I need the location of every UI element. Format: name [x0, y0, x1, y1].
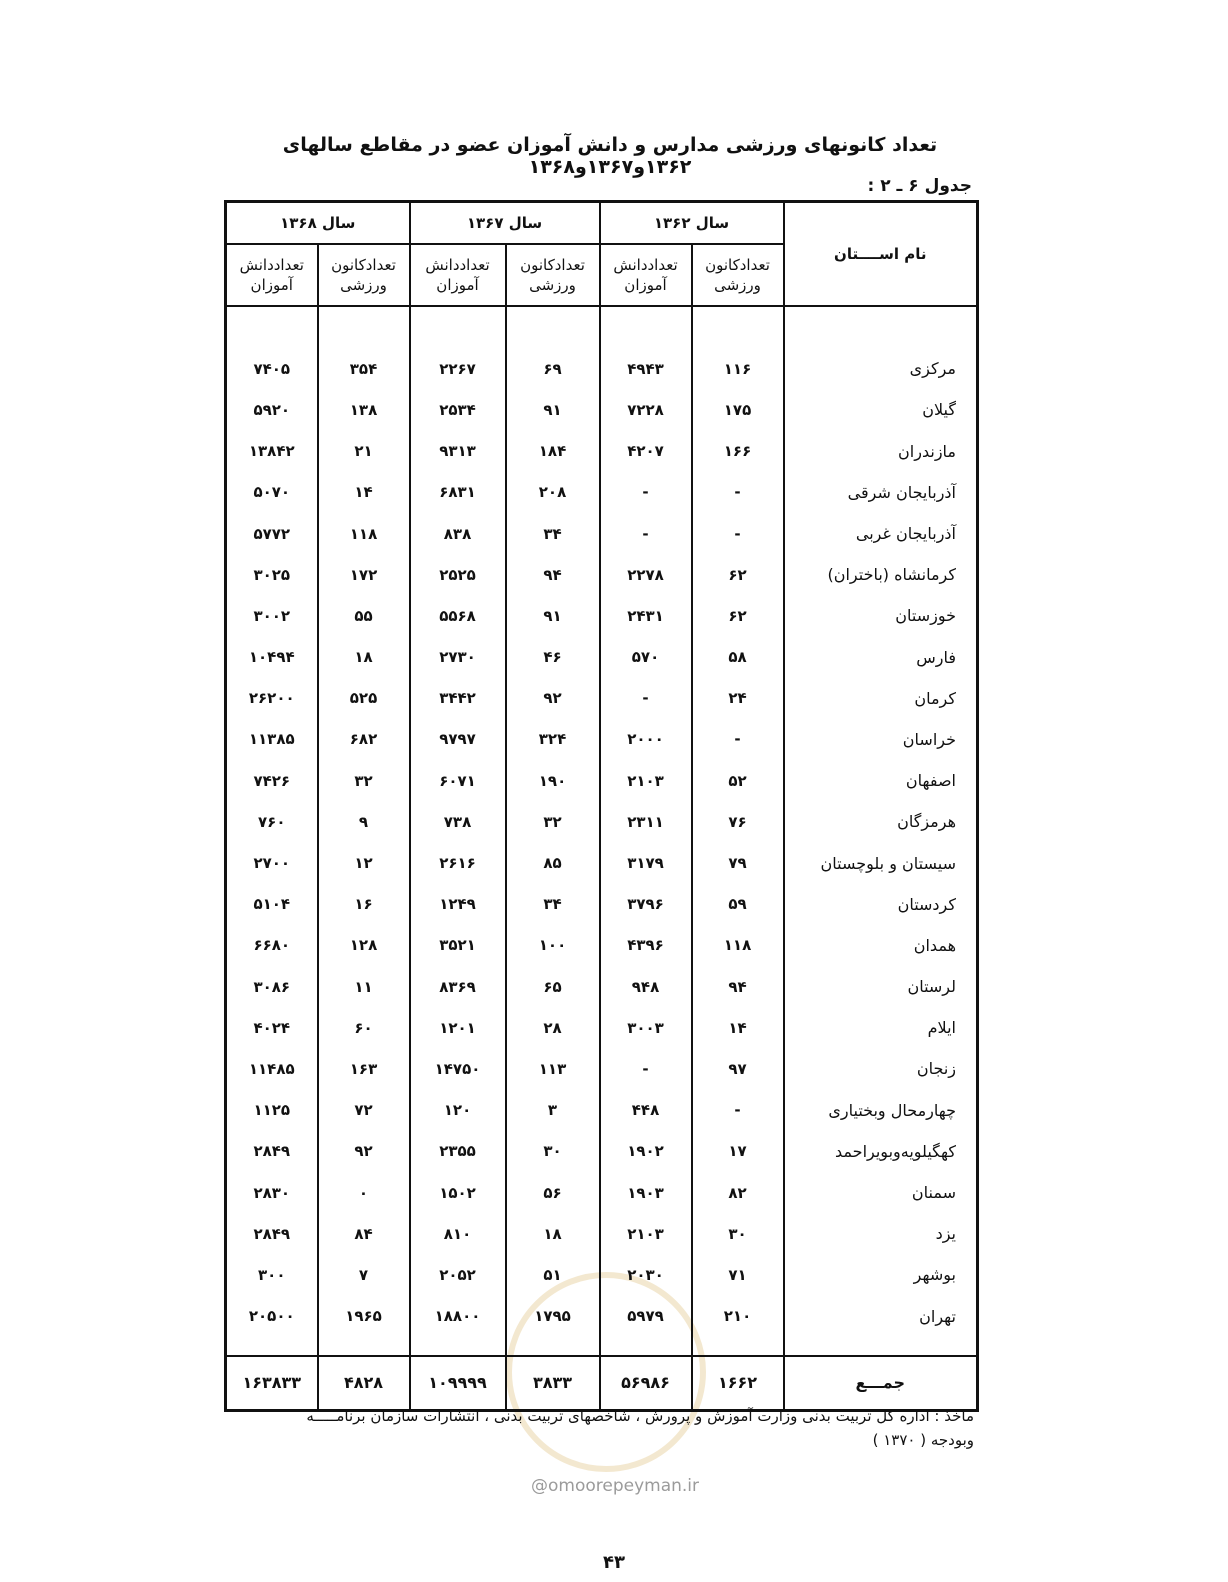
table-cell: ۵۹۷۹	[600, 1296, 692, 1337]
table-cell: ۳۲۴	[506, 719, 600, 760]
table-cell: ۳۵۲۱	[410, 925, 506, 966]
table-cell: ۵۱۰۴	[226, 884, 318, 925]
table-cell: ۱۰۰	[506, 925, 600, 966]
province-name: یزد	[784, 1213, 978, 1254]
table-cell: ۷۶۰	[226, 801, 318, 842]
table-cell: ۳۴۴۲	[410, 678, 506, 719]
province-name: خوزستان	[784, 595, 978, 636]
table-cell: ۸۲	[692, 1172, 784, 1213]
year-header-1362: سال ۱۳۶۲	[600, 202, 784, 245]
table-cell: -	[692, 472, 784, 513]
table-cell: ۸۳۸	[410, 513, 506, 554]
table-cell: ۲۱	[318, 431, 410, 472]
table-cell: ۱۰۴۹۴	[226, 637, 318, 678]
table-cell: ۱۸۸۰۰	[410, 1296, 506, 1337]
table-cell: ۵۷۰	[600, 637, 692, 678]
table-cell: ۶۸۳۱	[410, 472, 506, 513]
province-name: ایلام	[784, 1007, 978, 1048]
table-cell: ۱۹۰	[506, 760, 600, 801]
table-cell: ۱۱۳۸۵	[226, 719, 318, 760]
table-cell: ۱۳۸	[318, 389, 410, 430]
table-cell: ۷	[318, 1254, 410, 1295]
table-cell: ۵۰۷۰	[226, 472, 318, 513]
table-cell: ۸۵	[506, 842, 600, 883]
table-cell: ۱۸۴	[506, 431, 600, 472]
table-cell: ۹۷۹۷	[410, 719, 506, 760]
table-cell: ۱۱۸	[318, 513, 410, 554]
table-cell: ۱۱۳	[506, 1048, 600, 1089]
total-cell: ۴۸۲۸	[318, 1356, 410, 1411]
table-cell: ۳۰۰۳	[600, 1007, 692, 1048]
table-cell: ۲۰۵۰۰	[226, 1296, 318, 1337]
source-note	[224, 1404, 974, 1452]
table-label: جدول ۶ ـ ۲ :	[867, 176, 972, 196]
province-name: اصفهان	[784, 760, 978, 801]
table-cell: ۹۴	[506, 554, 600, 595]
year-header-1367: سال ۱۳۶۷	[410, 202, 600, 245]
table-row	[226, 966, 978, 1007]
table-cell: ۲۸۴۹	[226, 1213, 318, 1254]
table-cell: ۳۰۰۲	[226, 595, 318, 636]
table-row	[226, 1172, 978, 1213]
table-cell: ۲۲۷۸	[600, 554, 692, 595]
table-cell: ۹۱	[506, 595, 600, 636]
table-cell: ۵۹۲۰	[226, 389, 318, 430]
source-line: وبودجه ( ۱۳۷۰ )	[872, 1431, 974, 1449]
province-name: آذربایجان غربی	[784, 513, 978, 554]
table-cell: ۱۱۶	[692, 348, 784, 389]
table-cell: ۹۴۸	[600, 966, 692, 1007]
clubs-header: تعدادکانون ورزشی	[318, 244, 410, 306]
table-cell: ۲۶۱۶	[410, 842, 506, 883]
table-cell: ۵۹	[692, 884, 784, 925]
table-cell: ۵۲۵	[318, 678, 410, 719]
table-row	[226, 1048, 978, 1089]
total-cell: ۳۸۳۳	[506, 1356, 600, 1411]
table-cell: ۷۱	[692, 1254, 784, 1295]
students-header: تعداددانش آموزان	[600, 244, 692, 306]
table-row	[226, 1131, 978, 1172]
total-label: جمـــع	[784, 1356, 978, 1411]
table-cell: ۲۵۲۵	[410, 554, 506, 595]
total-row	[226, 1356, 978, 1411]
table-cell: ۱۱۲۵	[226, 1090, 318, 1131]
table-cell: ۹۷	[692, 1048, 784, 1089]
table-cell: ۲۸	[506, 1007, 600, 1048]
total-cell: ۱۶۶۲	[692, 1356, 784, 1411]
table-cell: ۲۰۵۲	[410, 1254, 506, 1295]
table-cell: ۹۲	[506, 678, 600, 719]
table-cell: ۱۵۰۲	[410, 1172, 506, 1213]
table-cell: ۵۵	[318, 595, 410, 636]
table-cell: ۱۲۰	[410, 1090, 506, 1131]
table-cell: ۲۸۴۹	[226, 1131, 318, 1172]
table-cell: ۷۲۲۸	[600, 389, 692, 430]
table-cell: ۴۲۰۷	[600, 431, 692, 472]
table-row	[226, 678, 978, 719]
table-cell: ۷۹	[692, 842, 784, 883]
table-cell: ۱۸	[318, 637, 410, 678]
table-cell: ۳۵۴	[318, 348, 410, 389]
table-cell: ۳۰	[506, 1131, 600, 1172]
table-row	[226, 472, 978, 513]
table-cell: ۴۶	[506, 637, 600, 678]
table-cell: ۱۴	[318, 472, 410, 513]
table-cell: ۲۶۲۰۰	[226, 678, 318, 719]
table-cell: ۲۱۰	[692, 1296, 784, 1337]
table-cell: ۶۵	[506, 966, 600, 1007]
table-cell: ۱۹۰۳	[600, 1172, 692, 1213]
table-cell: ۳	[506, 1090, 600, 1131]
province-name: چهارمحال وبختیاری	[784, 1090, 978, 1131]
table-cell: ۴۴۸	[600, 1090, 692, 1131]
year-header-1368: سال ۱۳۶۸	[226, 202, 410, 245]
table-cell: ۲۴۳۱	[600, 595, 692, 636]
table-row	[226, 1007, 978, 1048]
students-header: تعداددانش آموزان	[226, 244, 318, 306]
table-cell: -	[600, 678, 692, 719]
table-cell: -	[692, 513, 784, 554]
table-cell: ۷۳۸	[410, 801, 506, 842]
table-cell: ۳۱۷۹	[600, 842, 692, 883]
table-row	[226, 1213, 978, 1254]
students-header: تعداددانش آموزان	[410, 244, 506, 306]
table-row	[226, 1254, 978, 1295]
table-cell: ۲۱۰۳	[600, 760, 692, 801]
table-cell: ۱۷۹۵	[506, 1296, 600, 1337]
province-name: همدان	[784, 925, 978, 966]
table-cell: ۱۲۰۱	[410, 1007, 506, 1048]
table-cell: ۱۲۴۹	[410, 884, 506, 925]
table-cell: -	[600, 1048, 692, 1089]
table-cell: ۱۴۷۵۰	[410, 1048, 506, 1089]
table-cell: -	[692, 719, 784, 760]
province-name: سمنان	[784, 1172, 978, 1213]
province-header: نام اســــتان	[784, 202, 978, 307]
table-row	[226, 925, 978, 966]
table-cell: ۹۲	[318, 1131, 410, 1172]
table-cell: ۴۳۹۶	[600, 925, 692, 966]
table-cell: ۵۸	[692, 637, 784, 678]
province-name: مرکزی	[784, 348, 978, 389]
table-cell: ۲۳۱۱	[600, 801, 692, 842]
table-cell: ۱۱۸	[692, 925, 784, 966]
table-row	[226, 595, 978, 636]
table-cell: ۲۸۳۰	[226, 1172, 318, 1213]
table-cell: ۵۱	[506, 1254, 600, 1295]
province-name: فارس	[784, 637, 978, 678]
table-cell: ۱۶۳	[318, 1048, 410, 1089]
province-name: کردستان	[784, 884, 978, 925]
total-cell: ۵۶۹۸۶	[600, 1356, 692, 1411]
province-name: هرمزگان	[784, 801, 978, 842]
table-cell: ۵۵۶۸	[410, 595, 506, 636]
table-cell: ۶۹	[506, 348, 600, 389]
table-row	[226, 801, 978, 842]
table-cell: ۳۴	[506, 884, 600, 925]
table-cell: ۱۲۸	[318, 925, 410, 966]
table-cell: ۰	[318, 1172, 410, 1213]
table-row	[226, 719, 978, 760]
data-table	[224, 200, 979, 1412]
table-cell: -	[600, 513, 692, 554]
clubs-header: تعدادکانون ورزشی	[692, 244, 784, 306]
source-line: ماخذ : اداره کل تربیت بدنی وزارت آموزش و پرورش ، شاخصهای تربیت بدنی ، انتشارات سازمان برنامـــــه	[306, 1407, 974, 1425]
table-cell: ۷۲	[318, 1090, 410, 1131]
table-row	[226, 431, 978, 472]
total-cell: ۱۰۹۹۹۹	[410, 1356, 506, 1411]
table-row	[226, 760, 978, 801]
table-cell: ۶۲	[692, 595, 784, 636]
table-cell: ۲۳۵۵	[410, 1131, 506, 1172]
table-cell: ۲۰۰۰	[600, 719, 692, 760]
province-name: کرمانشاه (باختران)	[784, 554, 978, 595]
table-row	[226, 554, 978, 595]
table-cell: ۲۵۳۴	[410, 389, 506, 430]
table-cell: ۱۹۰۲	[600, 1131, 692, 1172]
table-cell: ۸۱۰	[410, 1213, 506, 1254]
table-cell: ۱۷	[692, 1131, 784, 1172]
table-cell: ۵۶	[506, 1172, 600, 1213]
table-cell: ۷۴۲۶	[226, 760, 318, 801]
table-cell: ۲۰۸	[506, 472, 600, 513]
province-name: تهران	[784, 1296, 978, 1337]
table-cell: ۷۶	[692, 801, 784, 842]
table-cell: ۱۷۲	[318, 554, 410, 595]
province-name: خراسان	[784, 719, 978, 760]
table-cell: -	[600, 472, 692, 513]
table-cell: ۹۴	[692, 966, 784, 1007]
table-cell: ۳۰۰	[226, 1254, 318, 1295]
province-name: کهگیلویه‌وبویراحمد	[784, 1131, 978, 1172]
table-cell: ۷۴۰۵	[226, 348, 318, 389]
table-cell: ۳۲	[318, 760, 410, 801]
province-name: مازندران	[784, 431, 978, 472]
table-cell: ۶۲	[692, 554, 784, 595]
table-cell: ۶۰۷۱	[410, 760, 506, 801]
table-cell: ۶۰	[318, 1007, 410, 1048]
table-row	[226, 389, 978, 430]
table-cell: ۱۶	[318, 884, 410, 925]
table-cell: ۲۲۶۷	[410, 348, 506, 389]
table-cell: ۱۲	[318, 842, 410, 883]
table-cell: ۳۲	[506, 801, 600, 842]
table-cell: ۲۷۳۰	[410, 637, 506, 678]
province-name: کرمان	[784, 678, 978, 719]
table-row	[226, 348, 978, 389]
table-cell: ۹۱	[506, 389, 600, 430]
table-cell: ۱۶۶	[692, 431, 784, 472]
table-cell: ۲۷۰۰	[226, 842, 318, 883]
table-cell: ۱۸	[506, 1213, 600, 1254]
table-cell: ۱۱	[318, 966, 410, 1007]
province-name: زنجان	[784, 1048, 978, 1089]
table-cell: ۳۴	[506, 513, 600, 554]
table-cell: ۶۸۲	[318, 719, 410, 760]
page-number: ۴۳	[603, 1552, 625, 1573]
table-cell: ۱۴	[692, 1007, 784, 1048]
table-cell: ۹	[318, 801, 410, 842]
province-name: آذربایجان شرقی	[784, 472, 978, 513]
table-cell: ۸۳۶۹	[410, 966, 506, 1007]
table-cell: ۳۰	[692, 1213, 784, 1254]
table-cell: ۲۴	[692, 678, 784, 719]
table-row	[226, 884, 978, 925]
table-cell: ۲۱۰۳	[600, 1213, 692, 1254]
table-cell: ۶۶۸۰	[226, 925, 318, 966]
table-row	[226, 842, 978, 883]
table-cell: ۱۳۸۴۲	[226, 431, 318, 472]
table-row	[226, 1090, 978, 1131]
table-cell: ۱۱۴۸۵	[226, 1048, 318, 1089]
clubs-header: تعدادکانون ورزشی	[506, 244, 600, 306]
table-cell: ۴۹۴۳	[600, 348, 692, 389]
table-cell: ۴۰۲۴	[226, 1007, 318, 1048]
page-title: تعداد کانونهای ورزشی مدارس و دانش آموزان عضو در مقاطع سالهای ۱۳۶۲و۱۳۶۷و۱۳۶۸	[282, 134, 938, 178]
table-cell: ۱۷۵	[692, 389, 784, 430]
table-cell: ۳۰۲۵	[226, 554, 318, 595]
table-cell: ۳۷۹۶	[600, 884, 692, 925]
province-name: سیستان و بلوچستان	[784, 842, 978, 883]
table-cell: ۵۷۷۲	[226, 513, 318, 554]
table-row	[226, 1296, 978, 1337]
table-cell: ۱۹۶۵	[318, 1296, 410, 1337]
table-cell: ۹۳۱۳	[410, 431, 506, 472]
table-cell: ۵۲	[692, 760, 784, 801]
watermark-text: @omoorepeyman.ir	[530, 1476, 700, 1496]
table-cell: ۲۰۳۰	[600, 1254, 692, 1295]
province-name: لرستان	[784, 966, 978, 1007]
table-row	[226, 637, 978, 678]
province-name: بوشهر	[784, 1254, 978, 1295]
table-row	[226, 513, 978, 554]
table-cell: -	[692, 1090, 784, 1131]
total-cell: ۱۶۳۸۳۳	[226, 1356, 318, 1411]
province-name: گیلان	[784, 389, 978, 430]
table-cell: ۳۰۸۶	[226, 966, 318, 1007]
table-cell: ۸۴	[318, 1213, 410, 1254]
